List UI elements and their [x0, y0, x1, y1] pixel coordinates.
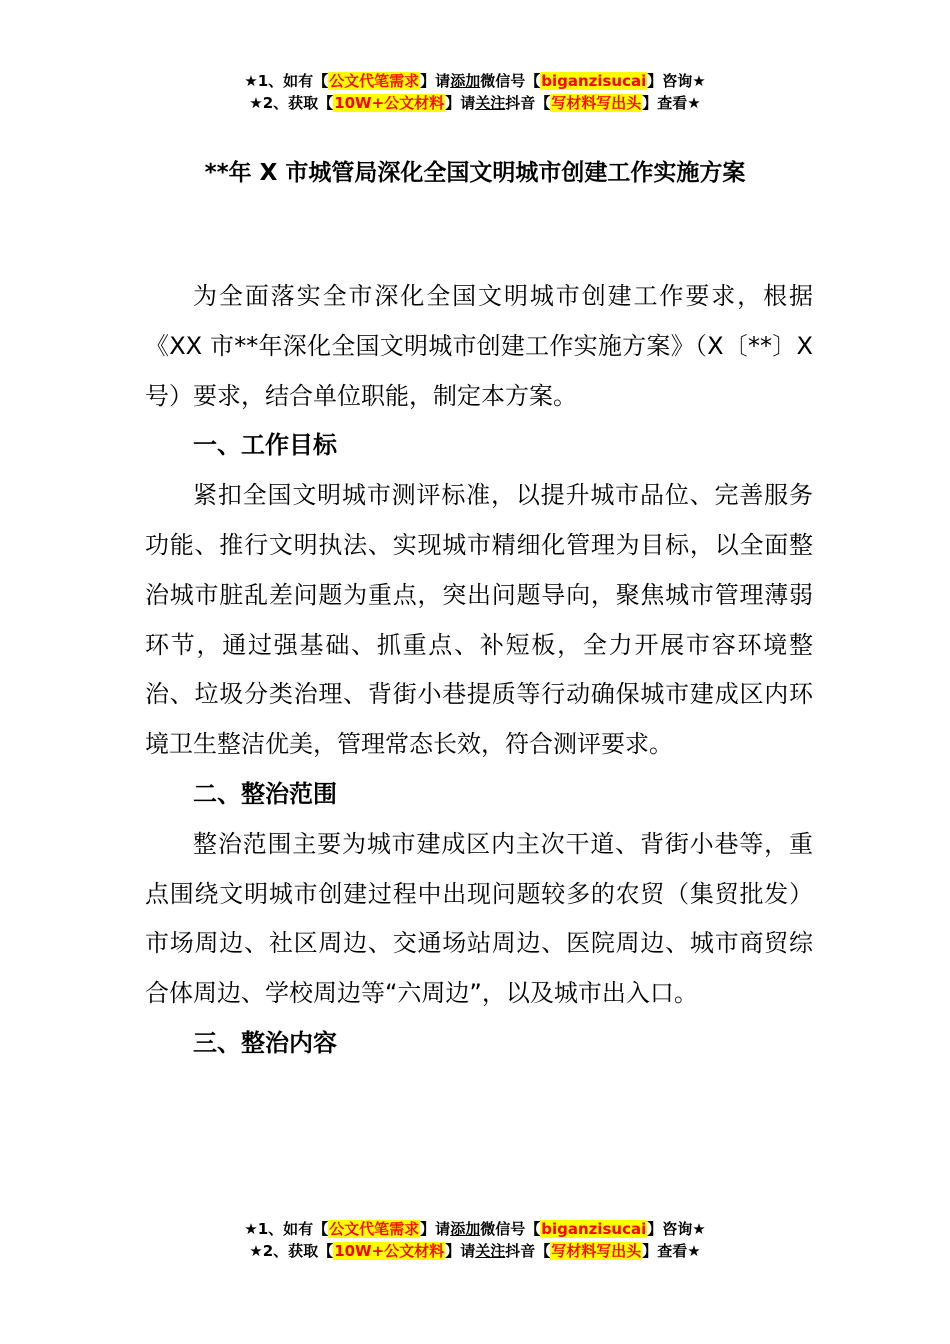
banner-wechat-id: biganzisucai — [541, 72, 647, 90]
banner-line-1: ★1、如有【公文代笔需求】请添加微信号【biganzisucai】咨询★ — [244, 72, 706, 90]
document-body — [145, 272, 813, 1069]
banner-highlight: 10W+公文材料 — [334, 94, 445, 112]
section-heading-goals: 一、工作目标 — [193, 431, 337, 460]
banner-highlight: 公文代笔需求 — [329, 1220, 420, 1238]
header-banner — [0, 70, 950, 114]
banner-douyin-id: 写材料写出头 — [551, 94, 642, 112]
banner-highlight: 公文代笔需求 — [329, 72, 420, 90]
banner-highlight: 10W+公文材料 — [334, 1242, 445, 1260]
footer-banner — [0, 1218, 950, 1262]
banner-line-2: ★2、获取【10W+公文材料】请关注抖音【写材料写出头】查看★ — [249, 1242, 701, 1260]
intro-paragraph: 为全面落实全市深化全国文明城市创建工作要求，根据《XX 市**年深化全国文明城市创建工作实施方案》（X〔**〕X 号）要求，结合单位职能，制定本方案。 — [145, 282, 813, 410]
banner-line-2: ★2、获取【10W+公文材料】请关注抖音【写材料写出头】查看★ — [249, 94, 701, 112]
section-heading-content: 三、整治内容 — [193, 1028, 337, 1057]
banner-wechat-id: biganzisucai — [541, 1220, 647, 1238]
goals-paragraph: 紧扣全国文明城市测评标准，以提升城市品位、完善服务功能、推行文明执法、实现城市精细化管理为目标，以全面整治城市脏乱差问题为重点，突出问题导向，聚焦城市管理薄弱环节，通过强基础、抓重点、补短板，全力开展市容环境整治、垃圾分类治理、背街小巷提质等行动确保城市建成区内环境卫生整洁优美，管理常态长效，符合测评要求。 — [145, 481, 813, 759]
section-heading-scope: 二、整治范围 — [193, 779, 337, 808]
banner-line-1: ★1、如有【公文代笔需求】请添加微信号【biganzisucai】咨询★ — [244, 1220, 706, 1238]
scope-paragraph: 整治范围主要为城市建成区内主次干道、背街小巷等，重点围绕文明城市创建过程中出现问题较多的农贸（集贸批发）市场周边、社区周边、交通场站周边、医院周边、城市商贸综合体周边、学校周边等“六周边”，以及城市出入口。 — [145, 829, 813, 1008]
document-title: **年 X 市城管局深化全国文明城市创建工作实施方案 — [204, 160, 746, 186]
banner-douyin-id: 写材料写出头 — [551, 1242, 642, 1260]
